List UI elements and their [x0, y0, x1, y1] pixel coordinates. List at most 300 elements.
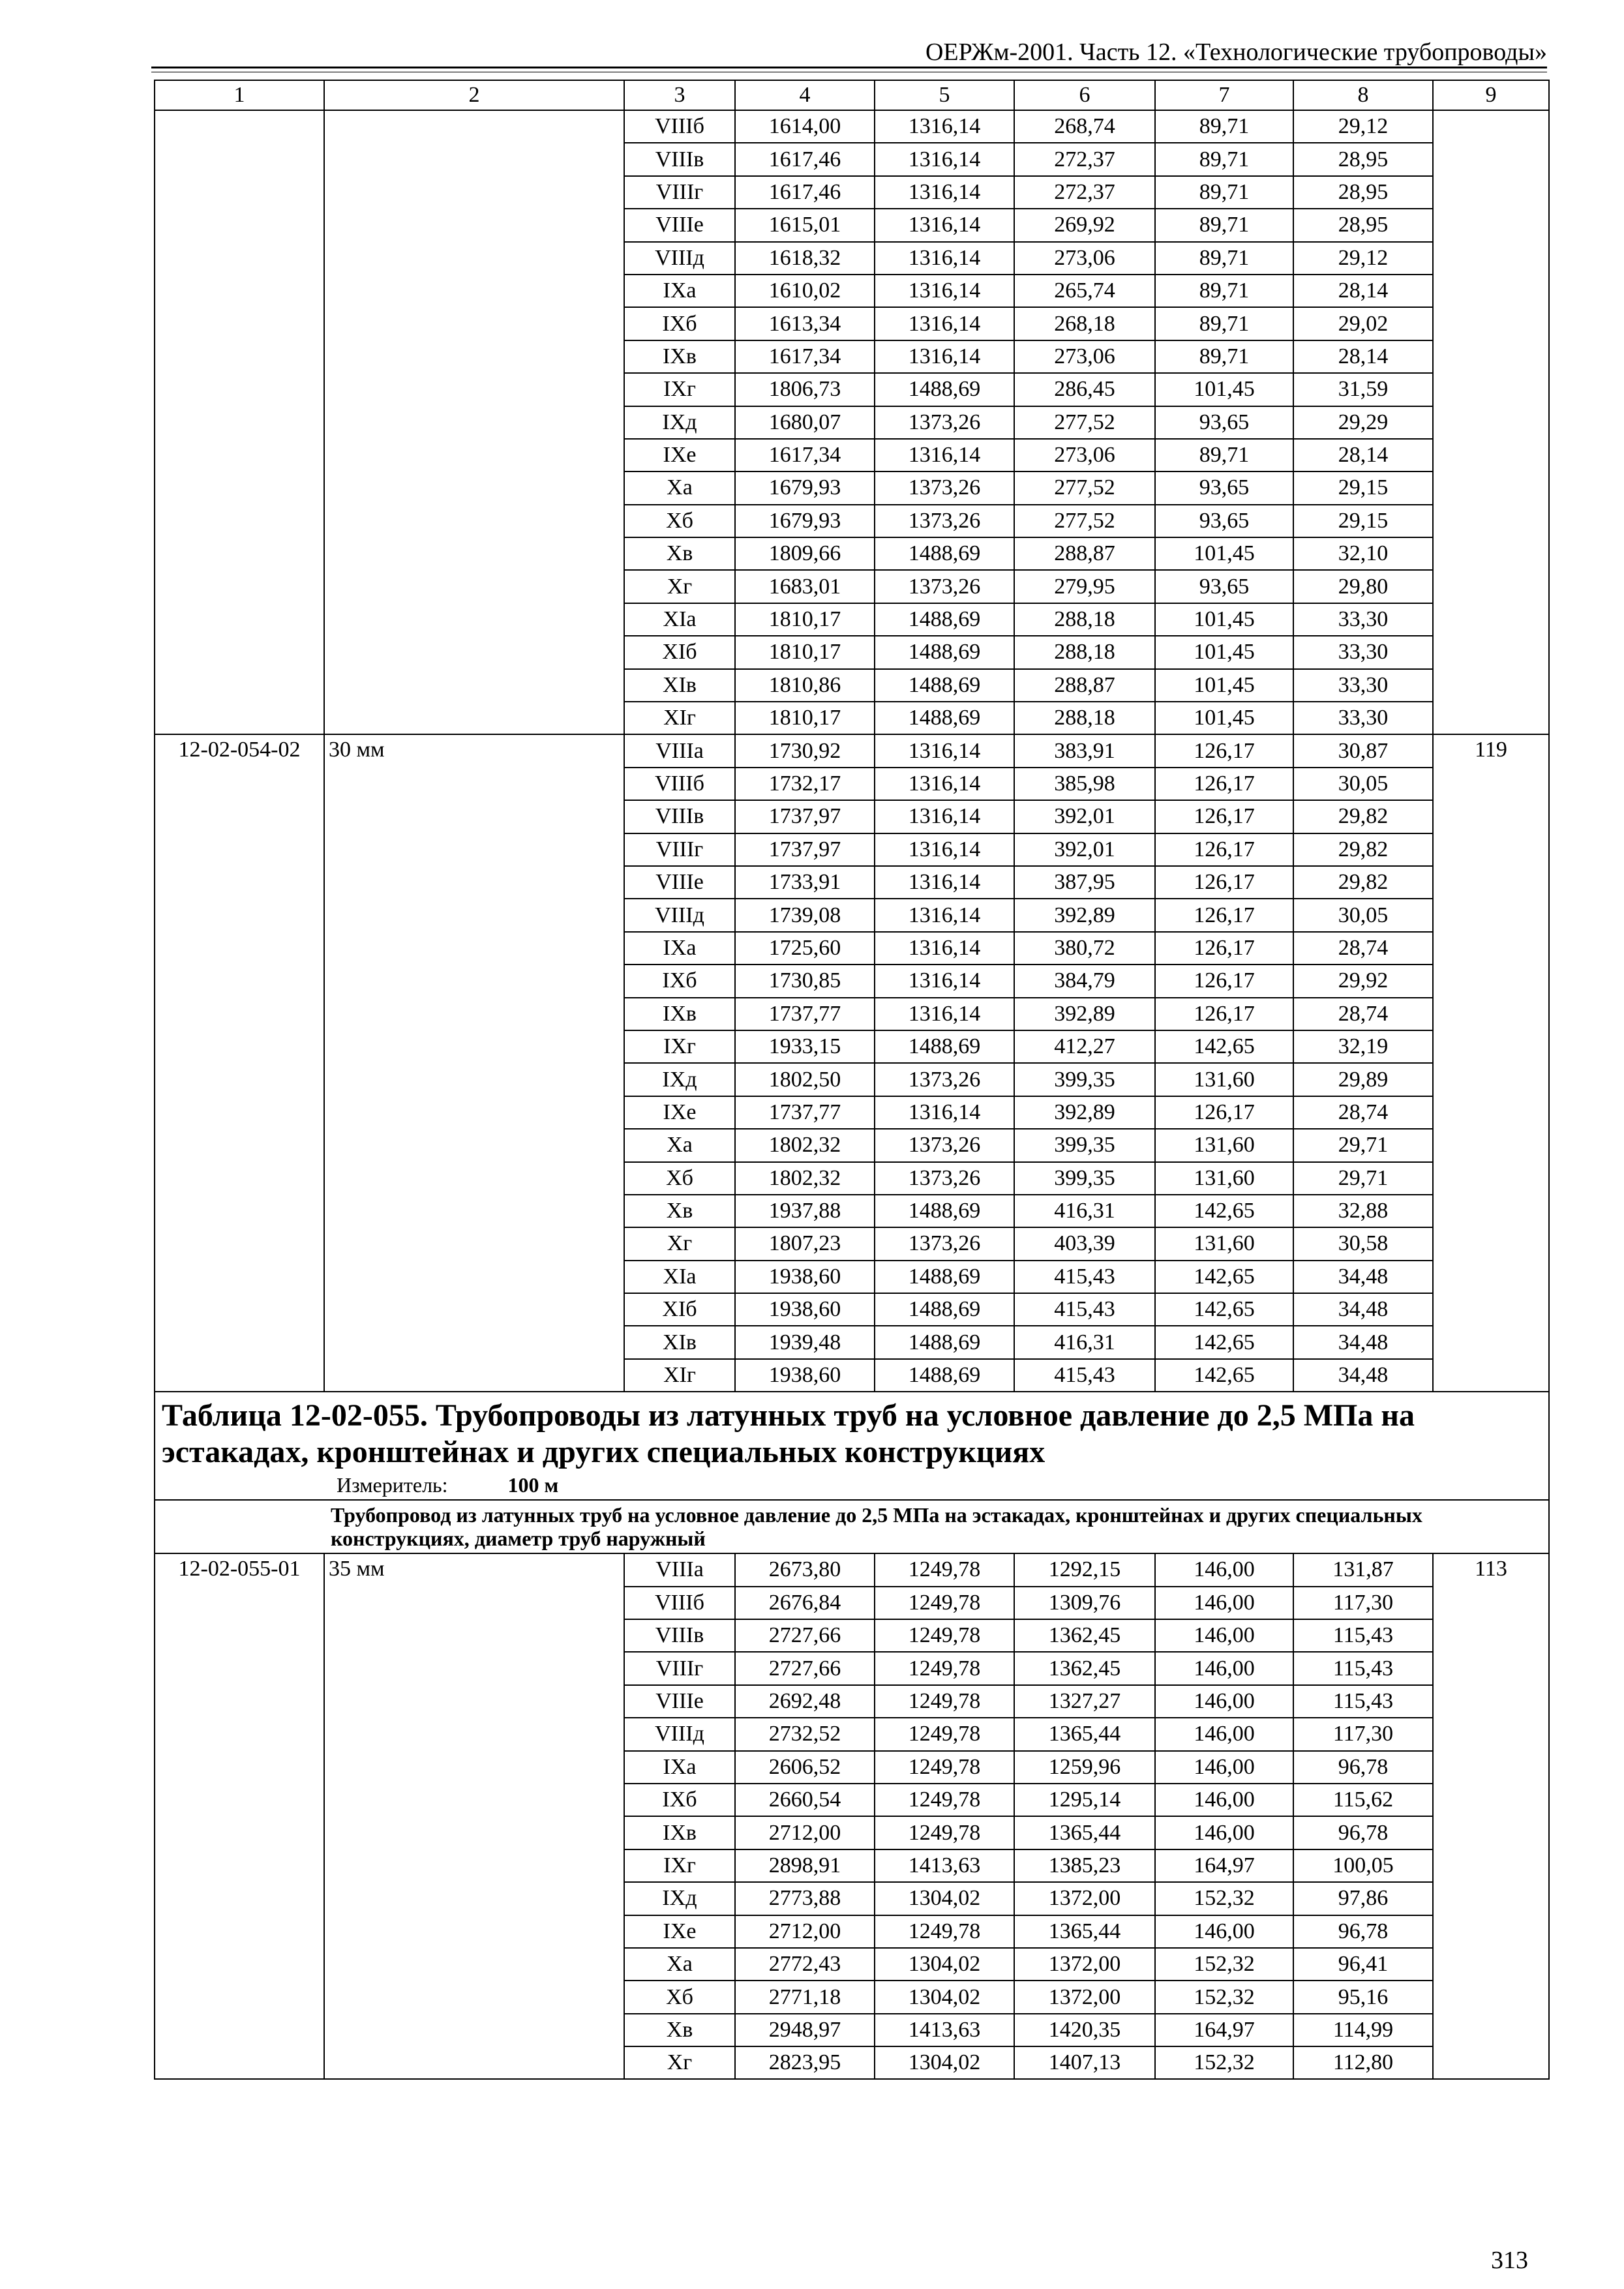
machines-cell: 288,18	[1014, 636, 1155, 668]
materials-cell: 131,87	[1293, 1553, 1433, 1586]
table-row	[155, 734, 1549, 767]
rate-code-cell	[155, 1096, 324, 1129]
wages-cell: 1249,78	[875, 1751, 1014, 1784]
table-row	[155, 669, 1549, 702]
rate-code-cell	[155, 636, 324, 668]
diameter-cell	[324, 1981, 624, 2013]
rate-code-cell	[155, 373, 324, 406]
wages-cell: 1316,14	[875, 998, 1014, 1030]
wages-cell: 1316,14	[875, 143, 1014, 175]
table-row	[155, 800, 1549, 833]
diameter-cell	[324, 1359, 624, 1392]
total-cost-cell: 1617,34	[735, 340, 875, 373]
zone-cell: VIIIе	[624, 866, 735, 899]
wages-cell: 1413,63	[875, 2014, 1014, 2046]
machinist-wages-cell: 152,32	[1155, 2046, 1293, 2079]
materials-cell: 28,95	[1293, 143, 1433, 175]
diameter-cell	[324, 340, 624, 373]
rate-code-cell	[155, 1129, 324, 1161]
labor-norm-cell	[1433, 1948, 1549, 1981]
machines-cell: 415,43	[1014, 1293, 1155, 1326]
total-cost-cell: 1807,23	[735, 1227, 875, 1260]
machines-cell: 392,01	[1014, 800, 1155, 833]
total-cost-cell: 2772,43	[735, 1948, 875, 1981]
table-row	[155, 2014, 1549, 2046]
materials-cell: 33,30	[1293, 669, 1433, 702]
table-row	[155, 340, 1549, 373]
total-cost-cell: 1725,60	[735, 932, 875, 965]
column-number: 3	[624, 80, 735, 110]
machinist-wages-cell: 146,00	[1155, 1619, 1293, 1652]
wages-cell: 1316,14	[875, 866, 1014, 899]
wages-cell: 1488,69	[875, 373, 1014, 406]
materials-cell: 33,30	[1293, 603, 1433, 636]
total-cost-cell: 2692,48	[735, 1685, 875, 1718]
diameter-cell	[324, 636, 624, 668]
zone-cell: VIIIв	[624, 143, 735, 175]
materials-cell: 28,14	[1293, 439, 1433, 471]
machines-cell: 268,74	[1014, 110, 1155, 143]
labor-norm-cell	[1433, 768, 1549, 800]
diameter-cell: 35 мм	[324, 1553, 624, 1586]
machinist-wages-cell: 146,00	[1155, 1587, 1293, 1619]
table-row	[155, 1096, 1549, 1129]
diameter-cell	[324, 209, 624, 241]
wages-cell: 1373,26	[875, 471, 1014, 504]
labor-norm-cell	[1433, 1751, 1549, 1784]
labor-norm-cell	[1433, 2014, 1549, 2046]
unit-line	[162, 1471, 1542, 1499]
total-cost-cell: 1680,07	[735, 406, 875, 439]
table-row	[155, 1030, 1549, 1063]
diameter-cell	[324, 833, 624, 866]
table-row	[155, 1162, 1549, 1195]
diameter-cell	[324, 1849, 624, 1882]
labor-norm-cell	[1433, 1685, 1549, 1718]
zone-cell: XIб	[624, 636, 735, 668]
rate-code-cell	[155, 505, 324, 537]
materials-cell: 96,41	[1293, 1948, 1433, 1981]
machinist-wages-cell: 164,97	[1155, 1849, 1293, 1882]
rate-code-cell	[155, 143, 324, 175]
labor-norm-cell	[1433, 932, 1549, 965]
rate-code-cell	[155, 603, 324, 636]
total-cost-cell: 1617,46	[735, 176, 875, 209]
rate-code-cell	[155, 899, 324, 931]
machines-cell: 272,37	[1014, 143, 1155, 175]
machines-cell: 392,89	[1014, 998, 1155, 1030]
labor-norm-cell	[1433, 176, 1549, 209]
total-cost-cell: 1683,01	[735, 570, 875, 603]
total-cost-cell: 1933,15	[735, 1030, 875, 1063]
labor-norm-cell: 113	[1433, 1553, 1549, 1586]
machines-cell: 399,35	[1014, 1063, 1155, 1096]
materials-cell: 29,71	[1293, 1129, 1433, 1161]
diameter-cell	[324, 1227, 624, 1260]
total-cost-cell: 1737,97	[735, 800, 875, 833]
machinist-wages-cell: 146,00	[1155, 1652, 1293, 1684]
table-row	[155, 932, 1549, 965]
machinist-wages-cell: 101,45	[1155, 603, 1293, 636]
materials-cell: 33,30	[1293, 702, 1433, 734]
table-row	[155, 406, 1549, 439]
total-cost-cell: 1610,02	[735, 275, 875, 307]
total-cost-cell: 2676,84	[735, 1587, 875, 1619]
materials-cell: 29,29	[1293, 406, 1433, 439]
wages-cell: 1373,26	[875, 505, 1014, 537]
zone-cell: IXа	[624, 1751, 735, 1784]
machinist-wages-cell: 89,71	[1155, 209, 1293, 241]
zone-cell: IXд	[624, 1063, 735, 1096]
zone-cell: IXг	[624, 1030, 735, 1063]
wages-cell: 1373,26	[875, 1162, 1014, 1195]
zone-cell: Xв	[624, 2014, 735, 2046]
materials-cell: 31,59	[1293, 373, 1433, 406]
wages-cell: 1488,69	[875, 702, 1014, 734]
rate-code-cell	[155, 1784, 324, 1816]
diameter-cell	[324, 1326, 624, 1358]
materials-cell: 95,16	[1293, 1981, 1433, 2013]
machines-cell: 1365,44	[1014, 1718, 1155, 1750]
materials-cell: 29,71	[1293, 1162, 1433, 1195]
table-row	[155, 899, 1549, 931]
labor-norm-cell	[1433, 505, 1549, 537]
machines-cell: 1259,96	[1014, 1751, 1155, 1784]
materials-cell: 29,82	[1293, 833, 1433, 866]
materials-cell: 33,30	[1293, 636, 1433, 668]
wages-cell: 1249,78	[875, 1685, 1014, 1718]
rate-code-cell	[155, 2014, 324, 2046]
rate-code-cell	[155, 2046, 324, 2079]
machinist-wages-cell: 89,71	[1155, 307, 1293, 340]
machines-cell: 288,87	[1014, 669, 1155, 702]
diameter-cell	[324, 307, 624, 340]
zone-cell: Xб	[624, 505, 735, 537]
rate-code-cell	[155, 1619, 324, 1652]
total-cost-cell: 1739,08	[735, 899, 875, 931]
machinist-wages-cell: 126,17	[1155, 866, 1293, 899]
machines-cell: 269,92	[1014, 209, 1155, 241]
labor-norm-cell	[1433, 2046, 1549, 2079]
diameter-cell	[324, 1587, 624, 1619]
rate-code-cell	[155, 537, 324, 570]
machinist-wages-cell: 146,00	[1155, 1784, 1293, 1816]
rate-code-cell	[155, 110, 324, 143]
materials-cell: 30,58	[1293, 1227, 1433, 1260]
wages-cell: 1488,69	[875, 1326, 1014, 1358]
labor-norm-cell	[1433, 998, 1549, 1030]
zone-cell: VIIIб	[624, 768, 735, 800]
zone-cell: XIв	[624, 669, 735, 702]
machines-cell: 273,06	[1014, 439, 1155, 471]
materials-cell: 115,43	[1293, 1652, 1433, 1684]
labor-norm-cell	[1433, 1915, 1549, 1948]
wages-cell: 1488,69	[875, 669, 1014, 702]
rate-code-cell	[155, 965, 324, 997]
machines-cell: 392,89	[1014, 1096, 1155, 1129]
machines-cell: 392,01	[1014, 833, 1155, 866]
table-row	[155, 1359, 1549, 1392]
rate-code-cell	[155, 242, 324, 275]
machines-cell: 277,52	[1014, 406, 1155, 439]
machines-cell: 380,72	[1014, 932, 1155, 965]
rate-code-cell	[155, 1981, 324, 2013]
rate-code-cell	[155, 1227, 324, 1260]
diameter-cell	[324, 1129, 624, 1161]
materials-cell: 96,78	[1293, 1751, 1433, 1784]
materials-cell: 28,74	[1293, 1096, 1433, 1129]
machinist-wages-cell: 89,71	[1155, 340, 1293, 373]
wages-cell: 1249,78	[875, 1915, 1014, 1948]
labor-norm-cell	[1433, 242, 1549, 275]
machinist-wages-cell: 142,65	[1155, 1261, 1293, 1293]
wages-cell: 1304,02	[875, 2046, 1014, 2079]
machinist-wages-cell: 101,45	[1155, 636, 1293, 668]
machines-cell: 277,52	[1014, 505, 1155, 537]
total-cost-cell: 2660,54	[735, 1784, 875, 1816]
machines-cell: 1372,00	[1014, 1948, 1155, 1981]
machines-cell: 268,18	[1014, 307, 1155, 340]
labor-norm-cell	[1433, 1359, 1549, 1392]
machinist-wages-cell: 146,00	[1155, 1685, 1293, 1718]
materials-cell: 34,48	[1293, 1293, 1433, 1326]
total-cost-cell: 2712,00	[735, 1816, 875, 1849]
machines-cell: 279,95	[1014, 570, 1155, 603]
table-row	[155, 570, 1549, 603]
table-row	[155, 1685, 1549, 1718]
diameter-cell	[324, 768, 624, 800]
table-row	[155, 209, 1549, 241]
machines-cell: 412,27	[1014, 1030, 1155, 1063]
machinist-wages-cell: 146,00	[1155, 1816, 1293, 1849]
diameter-cell	[324, 1784, 624, 1816]
total-cost-cell: 1810,17	[735, 603, 875, 636]
wages-cell: 1488,69	[875, 1195, 1014, 1227]
diameter-cell	[324, 1096, 624, 1129]
rate-code-cell	[155, 1685, 324, 1718]
total-cost-cell: 1810,17	[735, 636, 875, 668]
wages-cell: 1316,14	[875, 110, 1014, 143]
zone-cell: IXв	[624, 1816, 735, 1849]
machinist-wages-cell: 126,17	[1155, 734, 1293, 767]
rate-code-cell	[155, 998, 324, 1030]
wages-cell: 1249,78	[875, 1718, 1014, 1750]
machinist-wages-cell: 126,17	[1155, 800, 1293, 833]
wages-cell: 1488,69	[875, 636, 1014, 668]
materials-cell: 34,48	[1293, 1326, 1433, 1358]
labor-norm-cell	[1433, 1849, 1549, 1882]
diameter-cell	[324, 1816, 624, 1849]
zone-cell: XIв	[624, 1326, 735, 1358]
zone-cell: IXд	[624, 406, 735, 439]
machines-cell: 273,06	[1014, 242, 1155, 275]
machinist-wages-cell: 146,00	[1155, 1553, 1293, 1586]
page-number: 313	[1491, 2247, 1528, 2274]
rate-code-cell	[155, 1751, 324, 1784]
table-row	[155, 373, 1549, 406]
table-row	[155, 537, 1549, 570]
machinist-wages-cell: 101,45	[1155, 702, 1293, 734]
table-row	[155, 866, 1549, 899]
table-body-after	[155, 1553, 1549, 2079]
materials-cell: 96,78	[1293, 1915, 1433, 1948]
diameter-cell	[324, 570, 624, 603]
machinist-wages-cell: 126,17	[1155, 998, 1293, 1030]
machinist-wages-cell: 142,65	[1155, 1195, 1293, 1227]
table-row	[155, 1326, 1549, 1358]
labor-norm-cell	[1433, 603, 1549, 636]
total-cost-cell: 2673,80	[735, 1553, 875, 1586]
diameter-cell	[324, 1063, 624, 1096]
machinist-wages-cell: 93,65	[1155, 471, 1293, 504]
zone-cell: Xа	[624, 1948, 735, 1981]
labor-norm-cell	[1433, 800, 1549, 833]
rate-code-cell	[155, 471, 324, 504]
running-header: ОЕРЖм-2001. Часть 12. «Технологические трубопроводы»	[151, 38, 1547, 68]
materials-cell: 28,14	[1293, 275, 1433, 307]
materials-cell: 28,95	[1293, 209, 1433, 241]
diameter-cell	[324, 373, 624, 406]
rate-code-cell	[155, 669, 324, 702]
table-row	[155, 998, 1549, 1030]
machinist-wages-cell: 126,17	[1155, 1096, 1293, 1129]
table-row	[155, 702, 1549, 734]
zone-cell: XIг	[624, 702, 735, 734]
labor-norm-cell	[1433, 833, 1549, 866]
total-cost-cell: 2948,97	[735, 2014, 875, 2046]
column-number: 9	[1433, 80, 1549, 110]
wages-cell: 1304,02	[875, 1948, 1014, 1981]
machines-cell: 415,43	[1014, 1261, 1155, 1293]
total-cost-cell: 1614,00	[735, 110, 875, 143]
rate-code-cell	[155, 866, 324, 899]
table-row	[155, 1293, 1549, 1326]
labor-norm-cell	[1433, 866, 1549, 899]
labor-norm-cell	[1433, 209, 1549, 241]
wages-cell: 1316,14	[875, 800, 1014, 833]
wages-cell: 1249,78	[875, 1553, 1014, 1586]
machines-cell: 1407,13	[1014, 2046, 1155, 2079]
diameter-cell	[324, 1882, 624, 1915]
machinist-wages-cell: 142,65	[1155, 1359, 1293, 1392]
wages-cell: 1316,14	[875, 734, 1014, 767]
machines-cell: 1362,45	[1014, 1619, 1155, 1652]
rate-code-cell	[155, 307, 324, 340]
diameter-cell	[324, 110, 624, 143]
materials-cell: 29,82	[1293, 800, 1433, 833]
rate-code-cell	[155, 833, 324, 866]
total-cost-cell: 2727,66	[735, 1652, 875, 1684]
materials-cell: 115,62	[1293, 1784, 1433, 1816]
zone-cell: VIIIб	[624, 1587, 735, 1619]
machines-cell: 416,31	[1014, 1326, 1155, 1358]
zone-cell: Xа	[624, 471, 735, 504]
wages-cell: 1488,69	[875, 1261, 1014, 1293]
materials-cell: 96,78	[1293, 1816, 1433, 1849]
total-cost-cell: 1618,32	[735, 242, 875, 275]
table-row	[155, 110, 1549, 143]
table-row	[155, 1652, 1549, 1684]
labor-norm-cell	[1433, 373, 1549, 406]
diameter-cell	[324, 669, 624, 702]
machines-cell: 286,45	[1014, 373, 1155, 406]
materials-cell: 30,87	[1293, 734, 1433, 767]
table-row	[155, 1553, 1549, 1586]
total-cost-cell: 2606,52	[735, 1751, 875, 1784]
labor-norm-cell: 119	[1433, 734, 1549, 767]
machinist-wages-cell: 126,17	[1155, 833, 1293, 866]
diameter-cell	[324, 471, 624, 504]
diameter-cell	[324, 505, 624, 537]
table-title-cell	[155, 1392, 1549, 1500]
rate-code-cell	[155, 1587, 324, 1619]
rate-code-cell	[155, 1359, 324, 1392]
table-row	[155, 1619, 1549, 1652]
labor-norm-cell	[1433, 143, 1549, 175]
zone-cell: VIIIв	[624, 1619, 735, 1652]
labor-norm-cell	[1433, 1129, 1549, 1161]
labor-norm-cell	[1433, 471, 1549, 504]
materials-cell: 29,80	[1293, 570, 1433, 603]
labor-norm-cell	[1433, 1587, 1549, 1619]
materials-cell: 32,10	[1293, 537, 1433, 570]
materials-cell: 32,19	[1293, 1030, 1433, 1063]
labor-norm-cell	[1433, 1619, 1549, 1652]
wages-cell: 1316,14	[875, 833, 1014, 866]
table-body-before	[155, 80, 1549, 1392]
rate-code-cell	[155, 1063, 324, 1096]
diameter-cell	[324, 1162, 624, 1195]
machinist-wages-cell: 142,65	[1155, 1326, 1293, 1358]
machines-cell: 265,74	[1014, 275, 1155, 307]
wages-cell: 1373,26	[875, 406, 1014, 439]
table-row	[155, 2046, 1549, 2079]
total-cost-cell: 1613,34	[735, 307, 875, 340]
rate-code-cell	[155, 1718, 324, 1750]
table-row	[155, 1948, 1549, 1981]
total-cost-cell: 1617,46	[735, 143, 875, 175]
labor-norm-cell	[1433, 307, 1549, 340]
table-row	[155, 505, 1549, 537]
machines-cell: 383,91	[1014, 734, 1155, 767]
table-description: Трубопровод из латунных труб на условное давление до 2,5 МПа на эстакадах, кронштейнах и других специальных конструкциях, диаметр труб наружный	[324, 1500, 1549, 1553]
machinist-wages-cell: 101,45	[1155, 373, 1293, 406]
wages-cell: 1304,02	[875, 1882, 1014, 1915]
labor-norm-cell	[1433, 1063, 1549, 1096]
materials-cell: 117,30	[1293, 1587, 1433, 1619]
rate-code-cell	[155, 1882, 324, 1915]
materials-cell: 97,86	[1293, 1882, 1433, 1915]
machines-cell: 416,31	[1014, 1195, 1155, 1227]
diameter-cell	[324, 603, 624, 636]
column-number: 7	[1155, 80, 1293, 110]
rate-code-cell	[155, 275, 324, 307]
machines-cell: 399,35	[1014, 1129, 1155, 1161]
table-row	[155, 1587, 1549, 1619]
rate-code-cell	[155, 1162, 324, 1195]
rate-code-cell	[155, 1915, 324, 1948]
machinist-wages-cell: 146,00	[1155, 1915, 1293, 1948]
zone-cell: IXе	[624, 439, 735, 471]
labor-norm-cell	[1433, 1718, 1549, 1750]
wages-cell: 1304,02	[875, 1981, 1014, 2013]
diameter-cell	[324, 1195, 624, 1227]
machines-cell: 384,79	[1014, 965, 1155, 997]
table-row	[155, 1981, 1549, 2013]
wages-cell: 1488,69	[875, 1359, 1014, 1392]
table-row	[155, 1227, 1549, 1260]
diameter-cell	[324, 899, 624, 931]
